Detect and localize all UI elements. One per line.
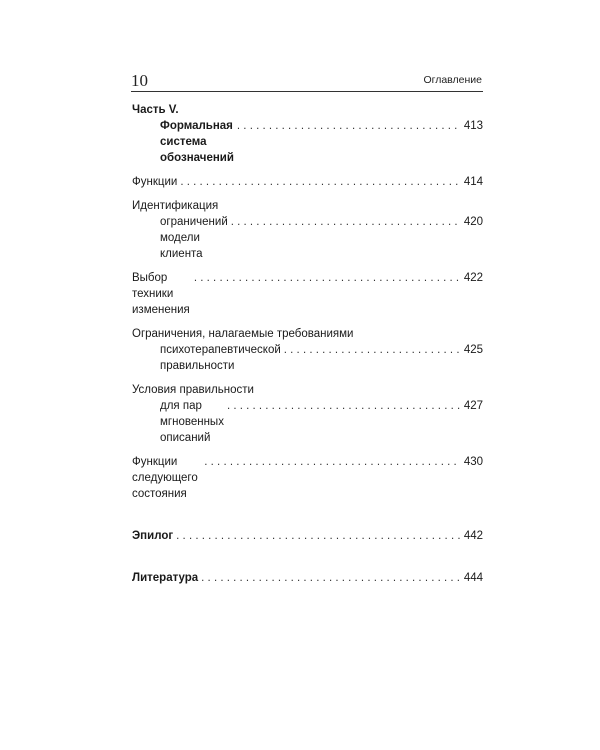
- toc-entry-next-state-functions: [132, 454, 483, 502]
- toc-entry-restrictions: [132, 326, 483, 374]
- dot-leader: [231, 214, 460, 230]
- toc-page-number: 444: [463, 572, 483, 584]
- toc-page-number: 420: [463, 216, 483, 228]
- dot-leader: [227, 398, 460, 414]
- dot-leader: [194, 270, 460, 286]
- toc-page-number: 425: [463, 344, 483, 356]
- toc-entry-title: Ограничения, налагаемые требованиями: [132, 328, 354, 340]
- header-rule: [131, 91, 483, 92]
- toc-entry-identification: [132, 198, 483, 262]
- toc-entry-correctness-conditions: [132, 382, 483, 446]
- toc-entry-epilogue: [132, 528, 483, 544]
- toc-entry-title: Эпилог: [132, 530, 174, 542]
- toc-entry-title: Функции следующего состояния: [132, 456, 198, 500]
- toc-part-title-line: [132, 118, 483, 166]
- dot-leader: [237, 118, 460, 134]
- toc-page-number: 422: [463, 272, 483, 284]
- toc-entry-title: Условия правильности: [132, 384, 254, 396]
- toc-page-number: 427: [463, 400, 483, 412]
- toc-page-number: 430: [463, 456, 483, 468]
- toc-page-number: 413: [463, 120, 483, 132]
- dot-leader: [201, 570, 460, 586]
- running-title: Оглавление: [423, 74, 482, 86]
- toc-entry-title: Функции: [132, 176, 178, 188]
- dot-leader: [180, 174, 460, 190]
- toc-entry-subtitle: ограничений модели клиента: [160, 216, 228, 260]
- toc-part-title: Формальная система обозначений: [160, 120, 234, 164]
- toc-entry-title: Литература: [132, 572, 199, 584]
- toc-page-number: 414: [463, 176, 483, 188]
- toc-entry-subtitle: для пар мгновенных описаний: [160, 400, 224, 444]
- toc-entry-technique-choice: [132, 270, 483, 318]
- toc-entry-subtitle: психотерапевтической правильности: [160, 344, 281, 372]
- page-number: 10: [131, 71, 148, 90]
- toc-page-number: 442: [463, 530, 483, 542]
- table-of-contents: [132, 102, 483, 594]
- toc-entry-literature: [132, 570, 483, 586]
- toc-part-label: Часть V.: [132, 104, 179, 116]
- dot-leader: [284, 342, 460, 358]
- dot-leader: [204, 454, 460, 470]
- toc-entry-title: Выбор техники изменения: [132, 272, 190, 316]
- toc-part-v: [132, 102, 483, 166]
- toc-entry-functions: [132, 174, 483, 190]
- dot-leader: [176, 528, 460, 544]
- toc-entry-title: Идентификация: [132, 200, 219, 212]
